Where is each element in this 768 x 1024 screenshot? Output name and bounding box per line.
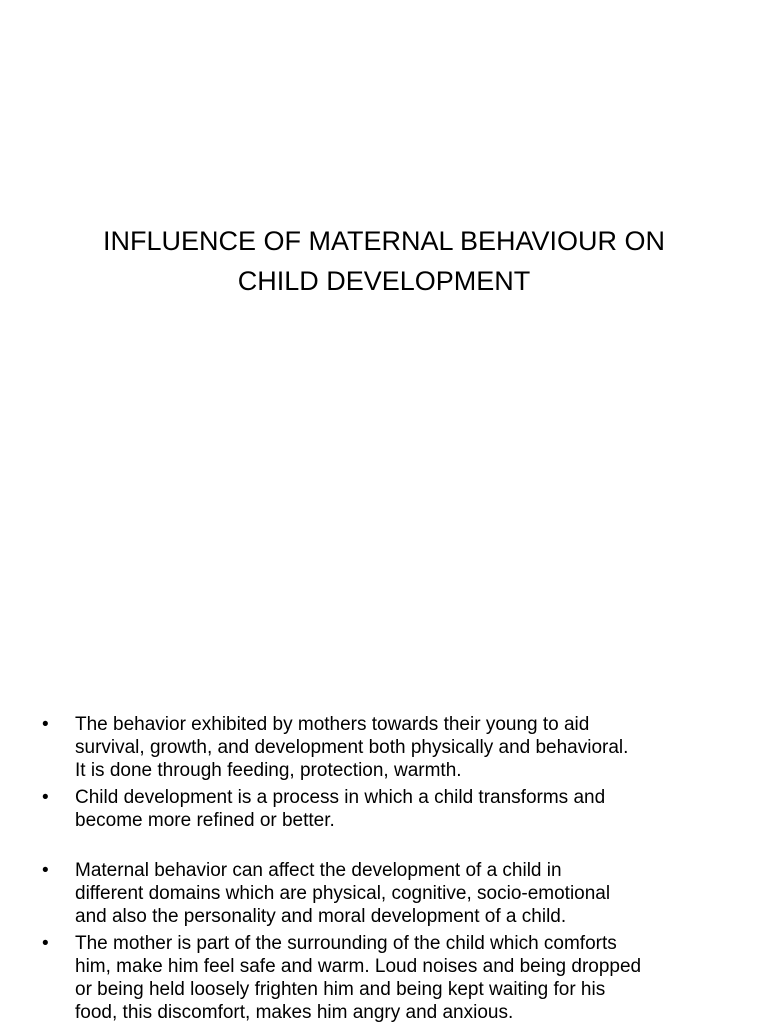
bullet-line: Child development is a process in which a child transforms and — [75, 787, 606, 808]
bullet-item — [40, 786, 740, 832]
bullet-line: It is done through feeding, protection, warmth. — [75, 760, 462, 781]
bullet-marker: • — [42, 787, 49, 808]
bullet-line: different domains which are physical, cognitive, socio-emotional — [75, 883, 611, 904]
bullet-line: and also the personality and moral development of a child. — [75, 906, 567, 927]
bullet-line: The mother is part of the surrounding of the child which comforts — [75, 933, 617, 954]
title-line: INFLUENCE OF MATERNAL BEHAVIOUR ON — [102, 226, 666, 257]
bullet-line: or being held loosely frighten him and being kept waiting for his — [75, 979, 606, 1000]
bullet-item — [40, 932, 740, 1024]
bullet-item — [40, 859, 740, 928]
bullet-line: Maternal behavior can affect the development of a child in — [75, 860, 562, 881]
bullet-line: him, make him feel safe and warm. Loud noises and being dropped — [75, 956, 642, 977]
bullet-list — [40, 713, 740, 1024]
bullet-line: survival, growth, and development both physically and behavioral. — [75, 737, 629, 758]
bullet-marker: • — [42, 714, 49, 735]
bullet-marker: • — [42, 933, 49, 954]
bullet-item — [40, 713, 740, 782]
bullet-line: The behavior exhibited by mothers towards their young to aid — [75, 714, 590, 735]
slide-title — [40, 221, 728, 301]
title-line: CHILD DEVELOPMENT — [237, 266, 531, 297]
bullet-line: become more refined or better. — [75, 810, 335, 831]
bullet-marker: • — [42, 860, 49, 881]
bullet-line: food, this discomfort, makes him angry and anxious. — [75, 1002, 514, 1023]
